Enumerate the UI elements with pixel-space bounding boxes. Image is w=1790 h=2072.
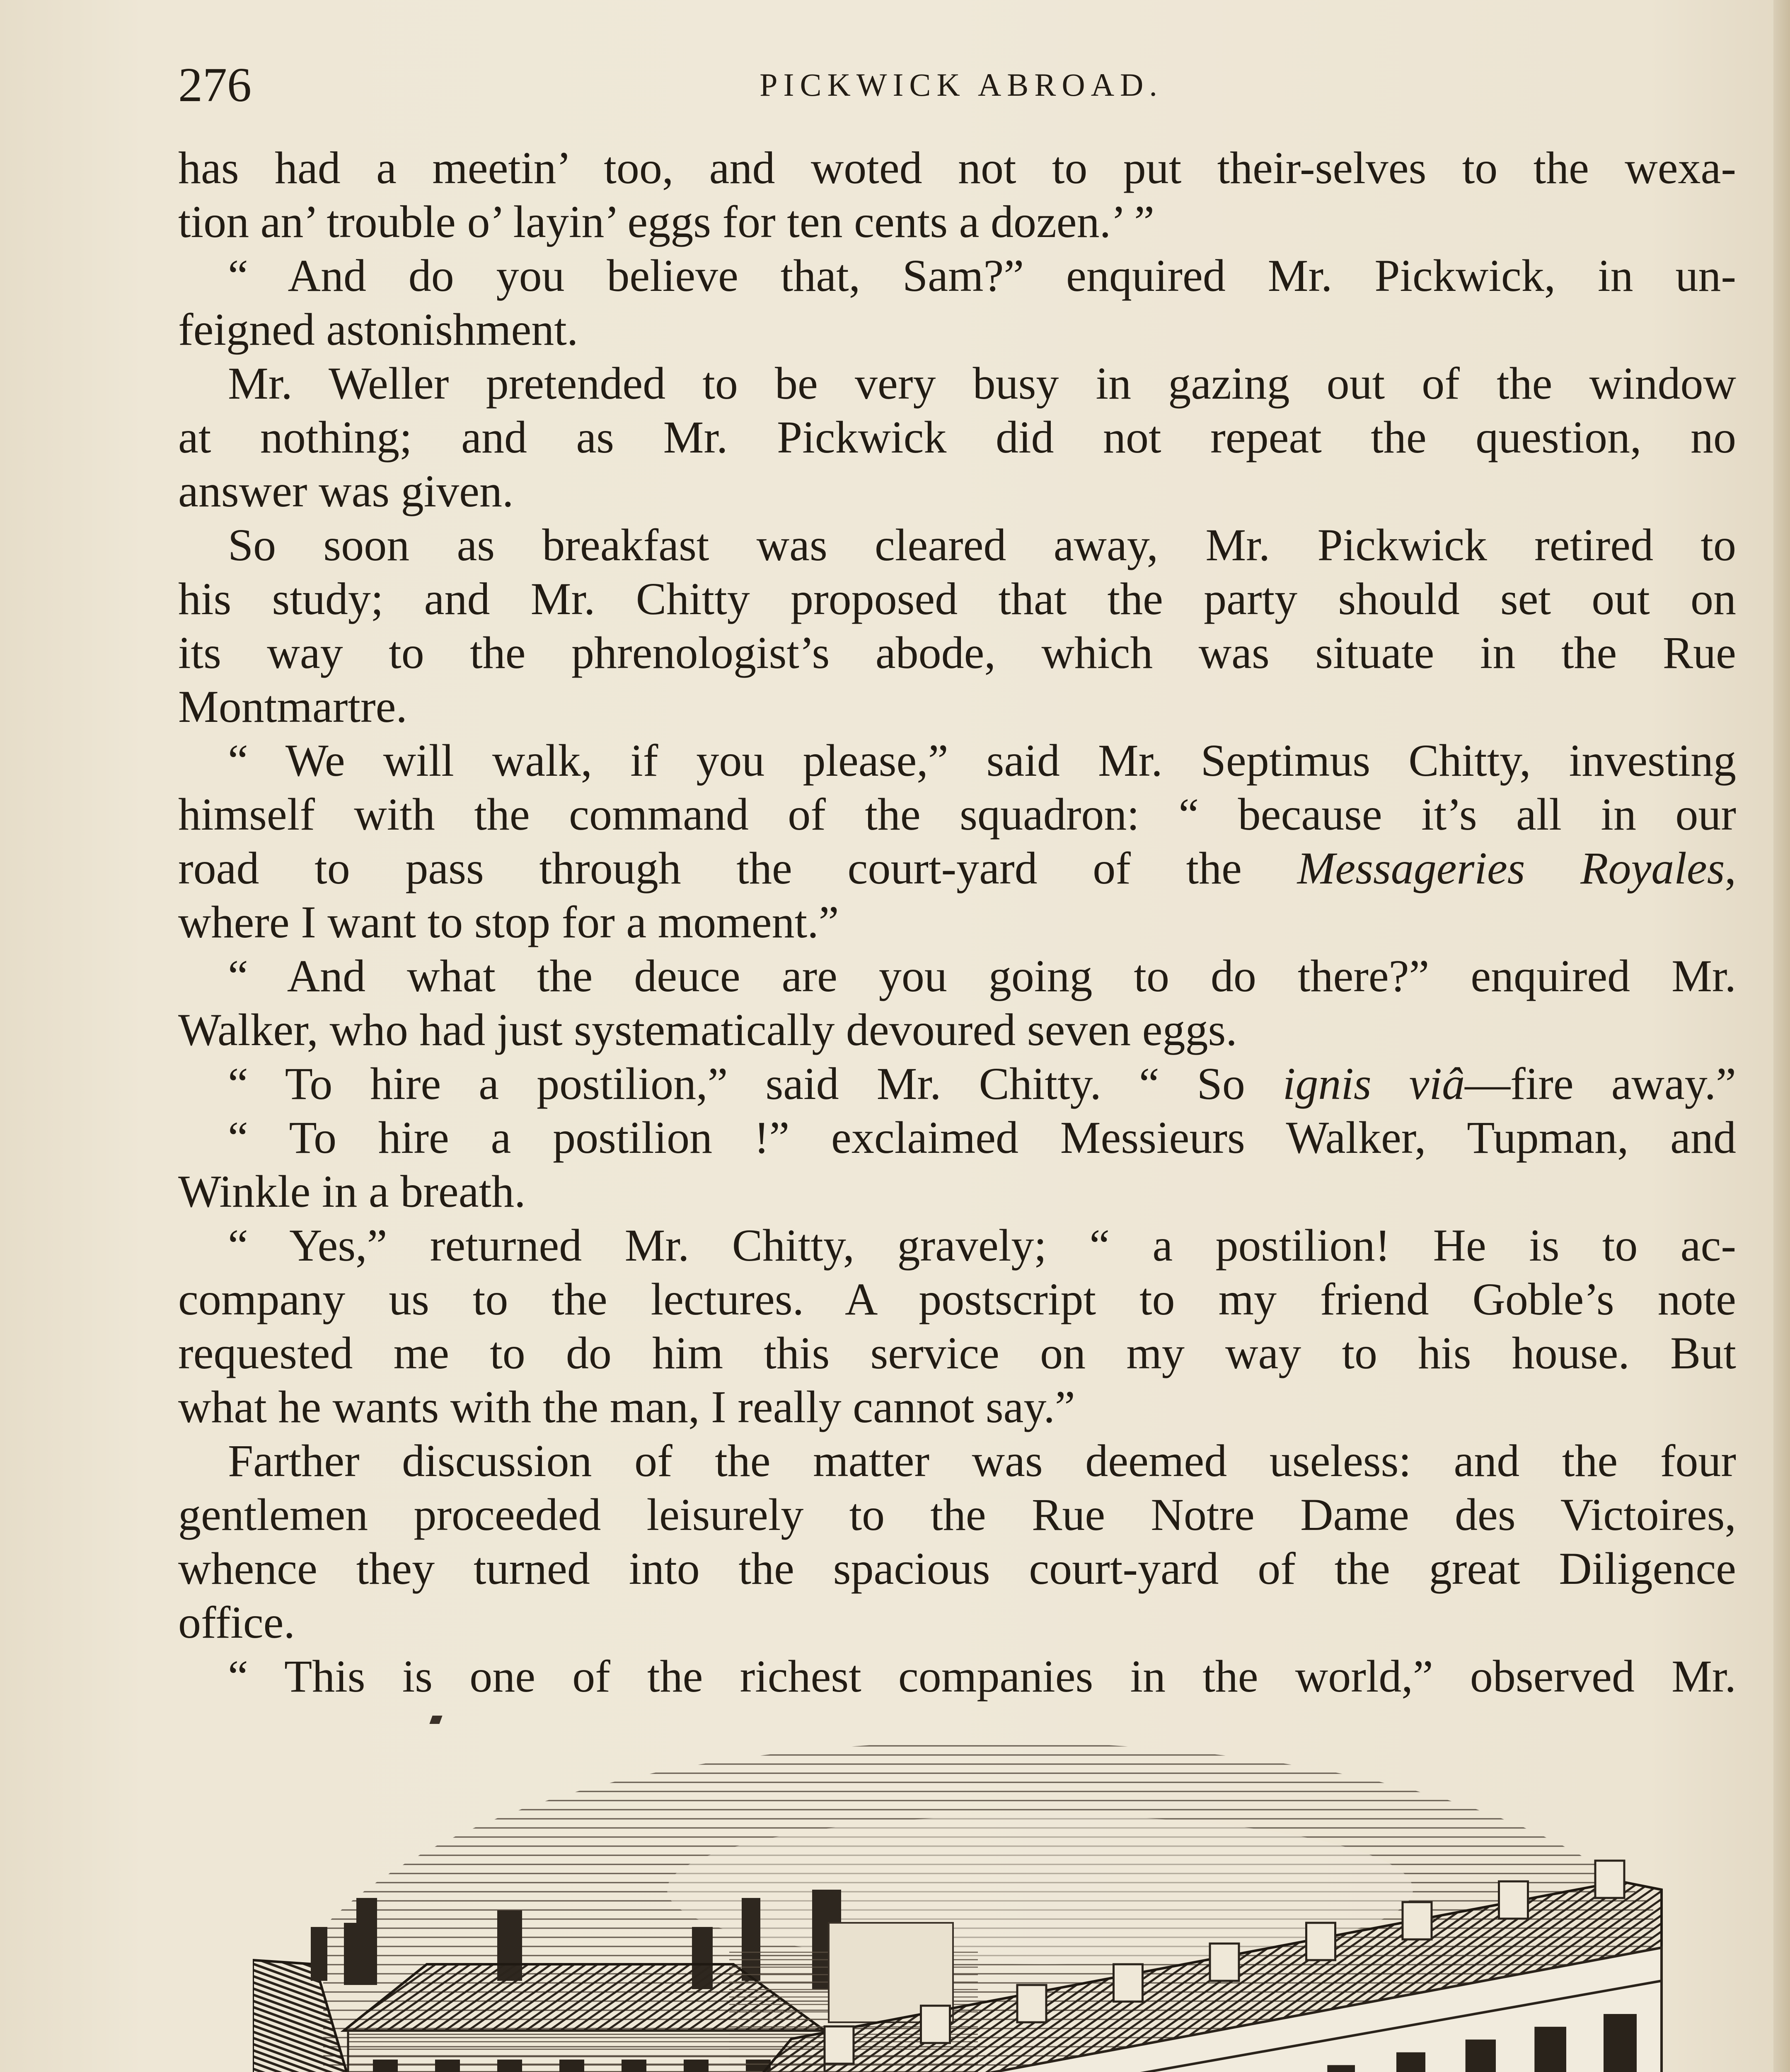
text-line: where I want to stop for a moment.” — [178, 897, 839, 947]
text-line: office. — [178, 1597, 295, 1648]
text-line: at nothing; and as Mr. Pickwick did not repeat the question, no — [178, 412, 1736, 462]
body-text-top — [178, 141, 1736, 1703]
text-line: answer was given. — [178, 466, 514, 516]
text-line: Winkle in a breath. — [178, 1166, 526, 1217]
text-line: his study; and Mr. Chitty proposed that the party should set out on — [178, 574, 1736, 624]
text-line: Farther discussion of the matter was deemed useless: and the four — [228, 1435, 1736, 1486]
running-head — [178, 58, 1744, 112]
text-line: Mr. Weller pretended to be very busy in gazing out of the window — [228, 358, 1736, 409]
text-line: “ Yes,” returned Mr. Chitty, gravely; “ a postilion! He is to ac- — [228, 1220, 1736, 1271]
text-line: “ To hire a postilion,” said Mr. Chitty. “ So ignis viâ—fire away.” — [228, 1058, 1736, 1109]
text-line: its way to the phrenologist’s abode, which was situate in the Rue — [178, 627, 1736, 678]
text-line: “ And do you believe that, Sam?” enquired Mr. Pickwick, in un- — [228, 250, 1736, 301]
text-line: So soon as breakfast was cleared away, Mr. Pickwick retired to — [228, 520, 1736, 570]
text-line: what he wants with the man, I really cannot say.” — [178, 1382, 1075, 1432]
engraving-drawing — [253, 1732, 1720, 2072]
text-line: has had a meetin’ too, and woted not to put their-selves to the wexa- — [178, 143, 1736, 193]
courtyard-engraving — [253, 1732, 1720, 2072]
text-line: feigned astonishment. — [178, 304, 578, 355]
text-line: tion an’ trouble o’ layin’ eggs for ten cents a dozen.’ ” — [178, 196, 1154, 247]
text-line: Walker, who had just systematically devoured seven eggs. — [178, 1005, 1237, 1055]
text-line: whence they turned into the spacious court-yard of the great Diligence — [178, 1543, 1736, 1594]
text-line: “ And what the deuce are you going to do there?” enquired Mr. — [228, 951, 1736, 1001]
text-line: “ To hire a postilion !” exclaimed Messieurs Walker, Tupman, and — [228, 1112, 1736, 1163]
text-line: “ We will walk, if you please,” said Mr. Septimus Chitty, investing — [228, 735, 1736, 786]
printer-mark — [429, 1716, 442, 1724]
running-title: PICKWICK ABROAD. — [760, 67, 1163, 103]
text-line: requested me to do him this service on my way to his house. But — [178, 1328, 1736, 1378]
text-line: Montmartre. — [178, 681, 407, 732]
page-number: 276 — [178, 58, 252, 112]
text-line: gentlemen proceeded leisurely to the Rue Notre Dame des Victoires, — [178, 1489, 1736, 1540]
text-line: “ This is one of the richest companies in the world,” observed Mr. — [228, 1651, 1736, 1702]
text-line: company us to the lectures. A postscript to my friend Goble’s note — [178, 1274, 1736, 1324]
text-line: road to pass through the court-yard of the Messageries Royales, — [178, 843, 1736, 893]
text-line: himself with the command of the squadron: “ because it’s all in our — [178, 789, 1736, 840]
page-edge-shadow — [1773, 0, 1790, 2072]
